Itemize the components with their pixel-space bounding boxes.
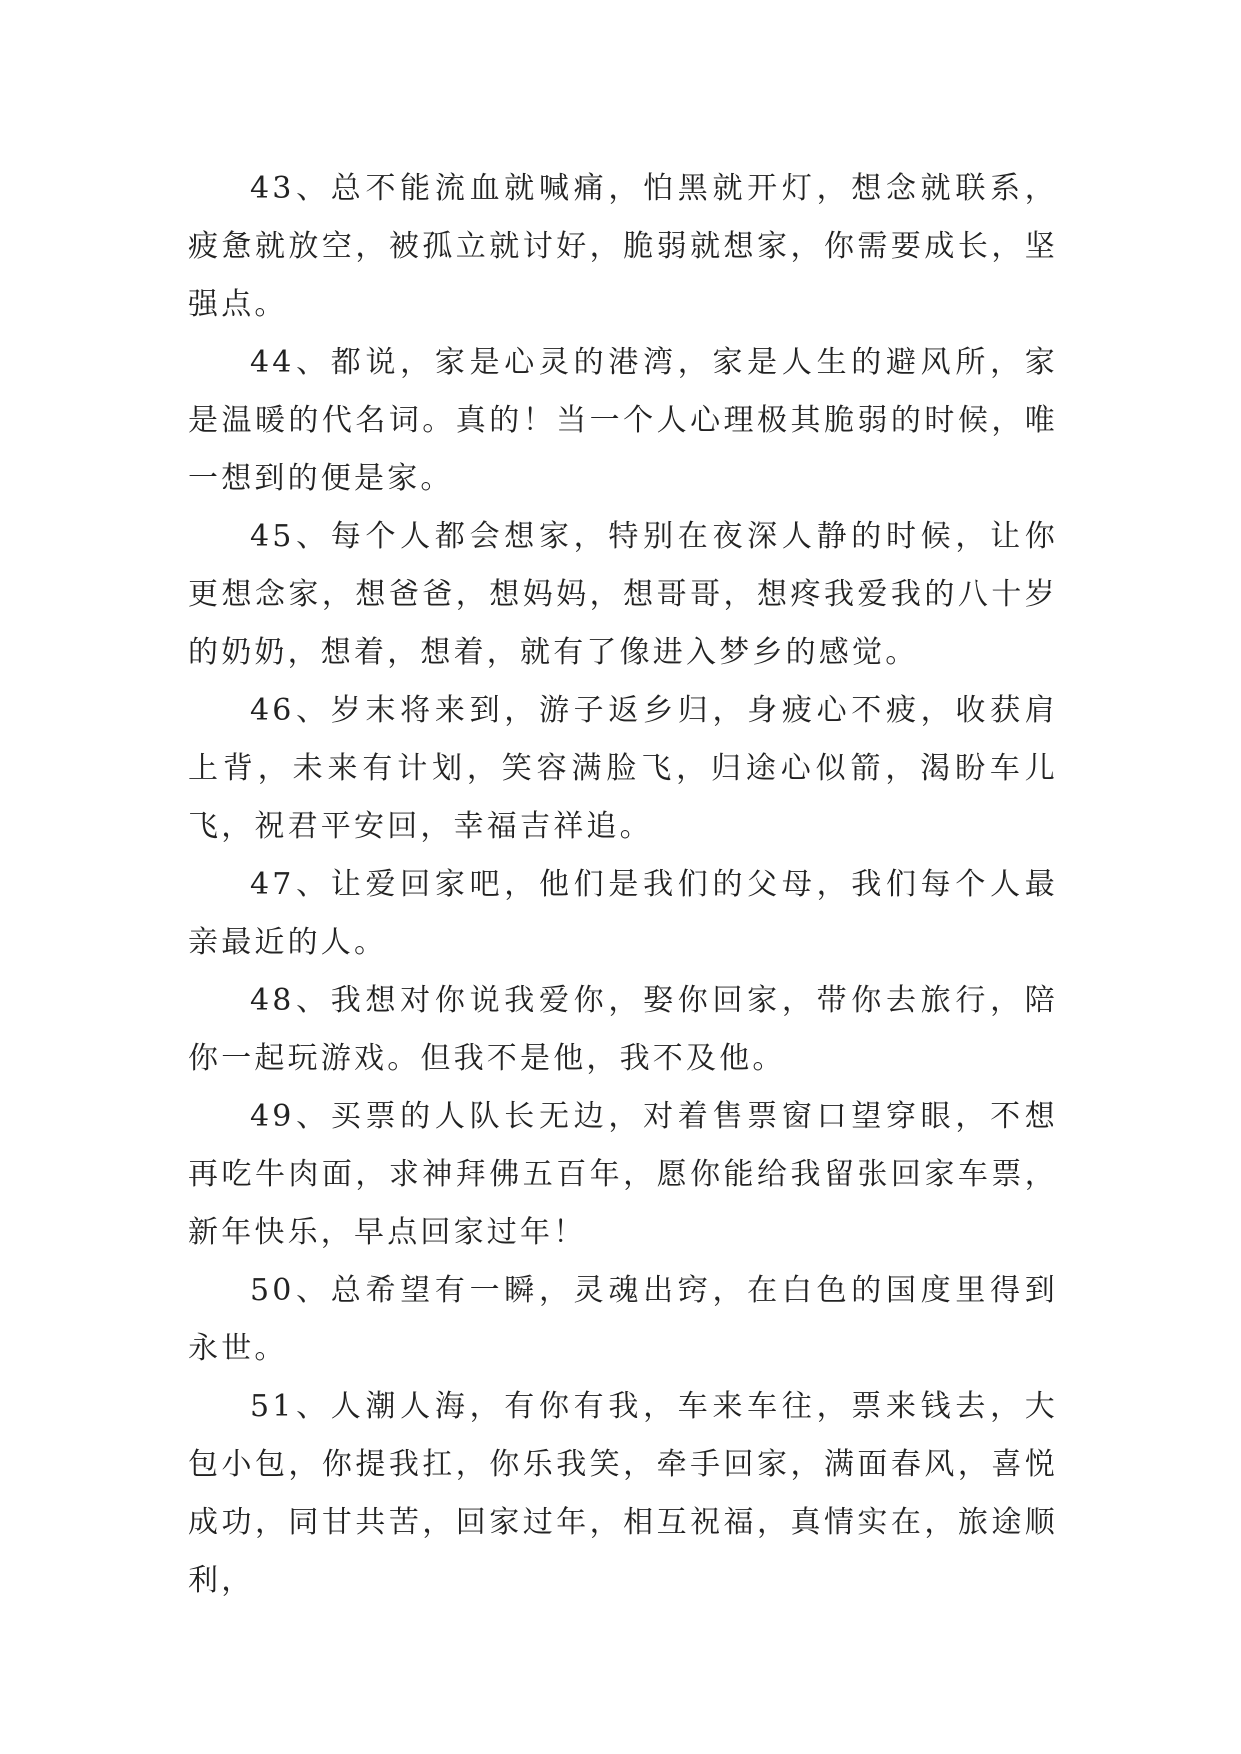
paragraph-43: 43、总不能流血就喊痛，怕黑就开灯，想念就联系，疲惫就放空，被孤立就讨好，脆弱就想家，你需要成长，坚强点。 <box>188 171 1058 322</box>
paragraph-50: 50、总希望有一瞬，灵魂出窍，在白色的国度里得到永世。 <box>188 1273 1058 1366</box>
paragraph-46: 46、岁末将来到，游子返乡归，身疲心不疲，收获肩上背，未来有计划，笑容满脸飞，归途心似箭，渴盼车儿飞，祝君平安回，幸福吉祥追。 <box>188 693 1058 844</box>
paragraph-47: 47、让爱回家吧，他们是我们的父母，我们每个人最亲最近的人。 <box>188 867 1058 960</box>
paragraph-49: 49、买票的人队长无边，对着售票窗口望穿眼，不想再吃牛肉面，求神拜佛五百年，愿你能给我留张回家车票，新年快乐，早点回家过年！ <box>188 1099 1058 1250</box>
paragraph-44: 44、都说，家是心灵的港湾，家是人生的避风所，家是温暖的代名词。真的！当一个人心理极其脆弱的时候，唯一想到的便是家。 <box>188 345 1058 496</box>
paragraph-51: 51、人潮人海，有你有我，车来车往，票来钱去，大包小包，你提我扛，你乐我笑，牵手回家，满面春风，喜悦成功，同甘共苦，回家过年，相互祝福，真情实在，旅途顺利， <box>188 1389 1058 1598</box>
paragraph-48: 48、我想对你说我爱你，娶你回家，带你去旅行，陪你一起玩游戏。但我不是他，我不及他。 <box>188 983 1058 1076</box>
paragraph-45: 45、每个人都会想家，特别在夜深人静的时候，让你更想念家，想爸爸，想妈妈，想哥哥，想疼我爱我的八十岁的奶奶，想着，想着，就有了像进入梦乡的感觉。 <box>188 519 1058 670</box>
document-body <box>188 160 1058 1610</box>
